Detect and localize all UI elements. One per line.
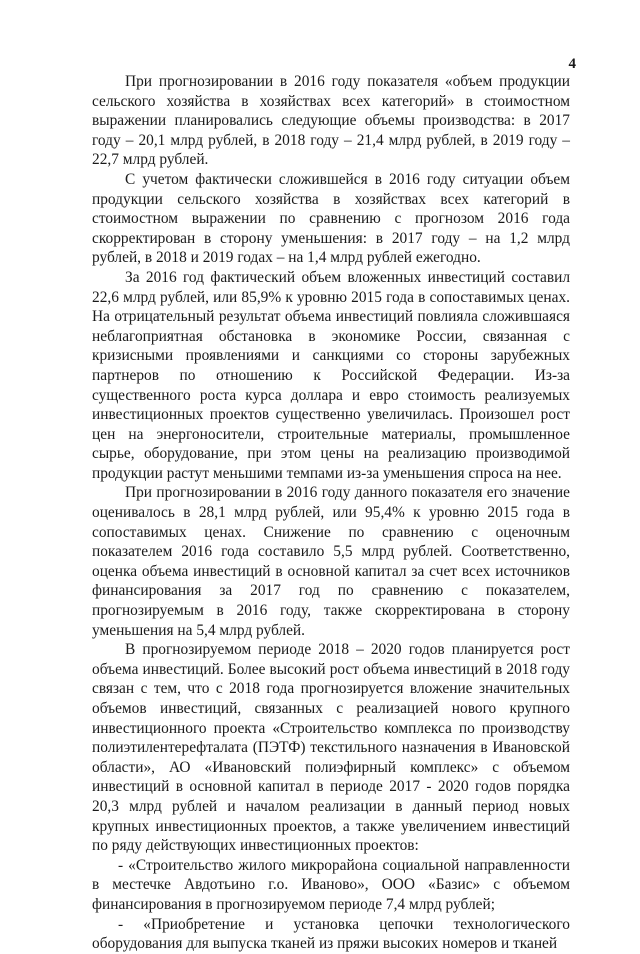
list-item-equipment-project: - «Приобретение и установка цепочки технологического оборудования для выпуска тканей из пряжи высоких номеров и тканей	[92, 915, 570, 953]
page-number: 4	[568, 56, 576, 72]
list-item-housing-project: - «Строительство жилого микрорайона социальной направленности в местечке Авдотьино г.о. Иваново», ООО «Базис» с объемом финансирования в прогнозируемом периоде 7,4 млрд рублей;	[92, 856, 570, 913]
paragraph-agri-adjustment: С учетом фактически сложившейся в 2016 году ситуации объем продукции сельского хозяйства в хозяйствах всех категорий в стоимостном выражении по сравнению с прогнозом 2016 года скорректирован в сторону уменьшения: в 2017 году – на 1,2 млрд рублей, в 2018 и 2019 годах – на 1,4 млрд рублей ежегодно.	[92, 170, 570, 267]
document-body	[92, 72, 570, 954]
paragraph-investment-2016: За 2016 год фактический объем вложенных инвестиций составил 22,6 млрд рублей, или 85,9% к уровню 2015 года в сопоставимых ценах. На отрицательный результат объема инвестиций повлияла сложившаяся неблагоприятная обстановка в экономике России, связанная с кризисными проявлениями и санкциями со стороны зарубежных партнеров по отношению к Российской Федерации. Из-за существенного роста курса доллара и евро стоимость реализуемых инвестиционных проектов существенно увеличилась. Произошел рост цен на энергоносители, строительные материалы, промышленное сырье, оборудование, при этом цены на реализацию производимой продукции растут меньшими темпами из-за уменьшения спроса на нее.	[92, 268, 570, 482]
paragraph-investment-2018-2020: В прогнозируемом периоде 2018 – 2020 годов планируется рост объема инвестиций. Более высокий рост объема инвестиций в 2018 году связан с тем, что с 2018 года прогнозируется вложение значительных объемов инвестиций, связанных с реализацией нового крупного инвестиционного проекта «Строительство комплекса по производству полиэтилентерефталата (ПЭТФ) текстильного назначения в Ивановской области», АО «Ивановский полиэфирный комплекс» с объемом инвестиций в основной капитал в периоде 2017 - 2020 годов порядка 20,3 млрд рублей и началом реализации в данный период новых крупных инвестиционных проектов, а также увеличением инвестиций по ряду действующих инвестиционных проектов:	[92, 641, 570, 855]
paragraph-investment-forecast: При прогнозировании в 2016 году данного показателя его значение оценивалось в 28,1 млрд рублей, или 95,4% к уровню 2015 года в сопоставимых ценах. Снижение по сравнению с оценочным показателем 2016 года составило 5,5 млрд рублей. Соответственно, оценка объема инвестиций в основной капитал за счет всех источников финансирования за 2017 год по сравнению с показателем, прогнозируемым в 2016 году, также скорректирована в сторону уменьшения на 5,4 млрд рублей.	[92, 484, 570, 639]
paragraph-agri-forecast-2016: При прогнозировании в 2016 году показателя «объем продукции сельского хозяйства в хозяйствах всех категорий» в стоимостном выражении планировались следующие объемы производства: в 2017 году – 20,1 млрд рублей, в 2018 году – 21,4 млрд рублей, в 2019 году – 22,7 млрд рублей.	[92, 73, 570, 169]
